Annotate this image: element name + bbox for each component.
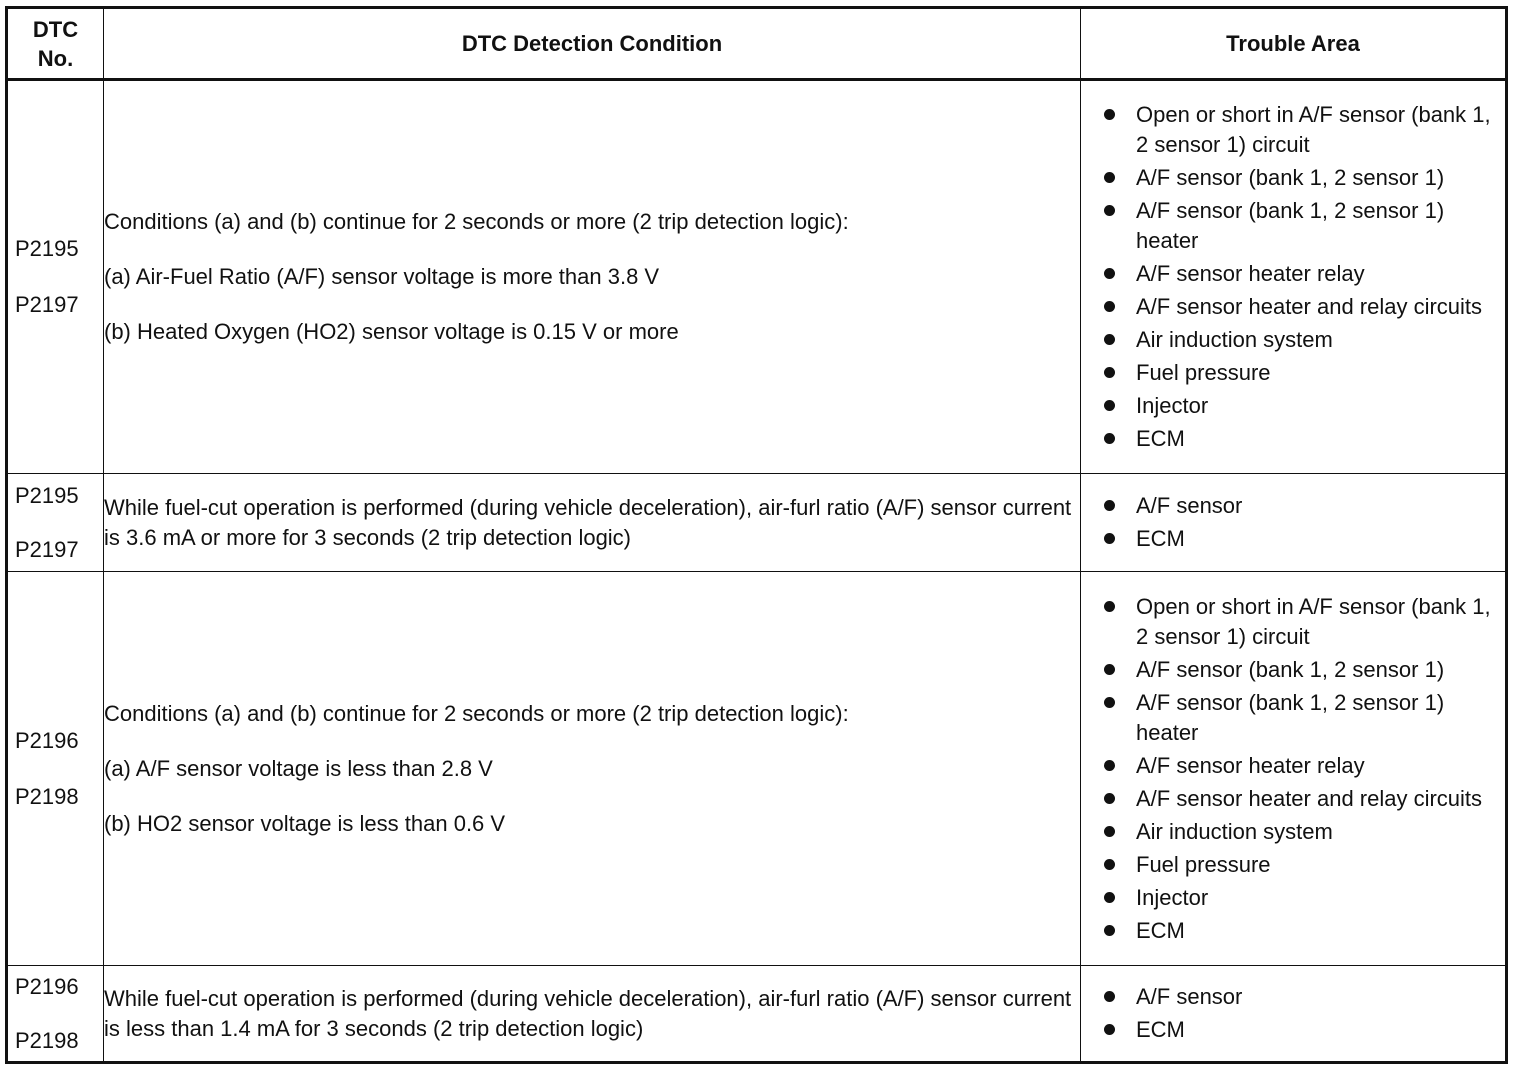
bullet-icon	[1104, 826, 1115, 837]
trouble-area-text: Air induction system	[1136, 327, 1333, 352]
header-trouble-area: Trouble Area	[1081, 8, 1507, 80]
list-item	[1104, 817, 1505, 847]
header-row	[7, 8, 1507, 80]
table-row	[7, 572, 1507, 966]
dtc-code: P2197	[15, 292, 79, 317]
header-dtc-no	[7, 8, 104, 80]
bullet-icon	[1104, 268, 1115, 279]
dtc-code: P2195	[15, 236, 79, 261]
bullet-icon	[1104, 533, 1115, 544]
list-item	[1104, 982, 1505, 1012]
bullet-icon	[1104, 172, 1115, 183]
bullet-icon	[1104, 433, 1115, 444]
header-condition: DTC Detection Condition	[104, 8, 1081, 80]
list-item	[1104, 655, 1505, 685]
trouble-area-text: ECM	[1136, 1017, 1185, 1042]
condition-text: (b) Heated Oxygen (HO2) sensor voltage is 0.15 V or more	[104, 319, 679, 344]
list-item	[1104, 491, 1505, 521]
trouble-area-text: Open or short in A/F sensor (bank 1, 2 sensor 1) circuit	[1136, 102, 1491, 157]
dtc-code: P2196	[15, 727, 79, 753]
trouble-area-text: A/F sensor heater and relay circuits	[1136, 294, 1483, 319]
list-item	[1104, 1015, 1505, 1045]
trouble-area-text: ECM	[1136, 426, 1185, 451]
detection-condition-cell	[104, 474, 1081, 572]
detection-condition-cell	[104, 966, 1081, 1063]
condition-text: (a) A/F sensor voltage is less than 2.8 V	[104, 755, 493, 781]
bullet-icon	[1104, 859, 1115, 870]
dtc-code-cell	[7, 474, 104, 572]
list-item	[1104, 850, 1505, 880]
trouble-area-text: A/F sensor	[1136, 493, 1243, 518]
dtc-code-cell	[7, 572, 104, 966]
trouble-area-text: Open or short in A/F sensor (bank 1, 2 sensor 1) circuit	[1136, 593, 1491, 649]
dtc-code: P2198	[15, 1027, 79, 1053]
list-item	[1104, 259, 1505, 289]
trouble-area-text: A/F sensor (bank 1, 2 sensor 1) heater	[1136, 198, 1445, 253]
dtc-code: P2195	[15, 482, 79, 508]
trouble-area-text: A/F sensor	[1136, 984, 1243, 1009]
list-item	[1104, 883, 1505, 913]
trouble-area-text: Injector	[1136, 884, 1209, 910]
trouble-area-text: ECM	[1136, 917, 1185, 943]
detection-condition-cell	[104, 572, 1081, 966]
trouble-area-list	[1081, 592, 1505, 946]
trouble-area-text: Air induction system	[1136, 818, 1333, 844]
detection-condition-cell	[104, 80, 1081, 474]
bullet-icon	[1104, 925, 1115, 936]
table-row	[7, 966, 1507, 1063]
list-item	[1104, 196, 1505, 256]
bullet-icon	[1104, 1024, 1115, 1035]
trouble-area-text: A/F sensor heater relay	[1136, 261, 1365, 286]
condition-text: Conditions (a) and (b) continue for 2 seconds or more (2 trip detection logic):	[104, 700, 849, 726]
list-item	[1104, 358, 1505, 388]
condition-text: (b) HO2 sensor voltage is less than 0.6 V	[104, 810, 506, 836]
header-dtc-no-label: DTC No.	[32, 16, 79, 71]
list-item	[1104, 688, 1505, 748]
trouble-area-text: A/F sensor heater and relay circuits	[1136, 785, 1483, 811]
bullet-icon	[1104, 664, 1115, 675]
dtc-code: P2197	[15, 536, 79, 562]
trouble-area-text: A/F sensor (bank 1, 2 sensor 1)	[1136, 656, 1445, 682]
bullet-icon	[1104, 892, 1115, 903]
condition-text: (a) Air-Fuel Ratio (A/F) sensor voltage is more than 3.8 V	[104, 264, 660, 289]
bullet-icon	[1104, 205, 1115, 216]
condition-text: Conditions (a) and (b) continue for 2 seconds or more (2 trip detection logic):	[104, 209, 849, 234]
bullet-icon	[1104, 760, 1115, 771]
trouble-area-text: ECM	[1136, 526, 1185, 551]
trouble-area-list	[1081, 100, 1505, 454]
dtc-code: P2196	[15, 973, 79, 999]
list-item	[1104, 751, 1505, 781]
trouble-area-text: Injector	[1136, 393, 1209, 418]
list-item	[1104, 100, 1505, 160]
trouble-area-cell	[1081, 80, 1507, 474]
bullet-icon	[1104, 400, 1115, 411]
list-item	[1104, 292, 1505, 322]
bullet-icon	[1104, 697, 1115, 708]
trouble-area-text: A/F sensor heater relay	[1136, 752, 1365, 778]
trouble-area-text: A/F sensor (bank 1, 2 sensor 1) heater	[1136, 689, 1445, 745]
bullet-icon	[1104, 793, 1115, 804]
list-item	[1104, 592, 1505, 652]
condition-text: While fuel-cut operation is performed (during vehicle deceleration), air-furl ratio (A/F) sensor current is less than 1.4 mA for 3 seconds (2 trip detection logic)	[104, 985, 1072, 1041]
bullet-icon	[1104, 109, 1115, 120]
table-row	[7, 80, 1507, 474]
dtc-code-cell	[7, 966, 104, 1063]
bullet-icon	[1104, 301, 1115, 312]
list-item	[1104, 524, 1505, 554]
list-item	[1104, 325, 1505, 355]
list-item	[1104, 916, 1505, 946]
table-row	[7, 474, 1507, 572]
condition-text: While fuel-cut operation is performed (during vehicle deceleration), air-furl ratio (A/F) sensor current is 3.6 mA or more for 3 seconds (2 trip detection logic)	[104, 494, 1072, 550]
bullet-icon	[1104, 601, 1115, 612]
trouble-area-text: Fuel pressure	[1136, 851, 1271, 877]
dtc-code: P2198	[15, 783, 79, 809]
bullet-icon	[1104, 991, 1115, 1002]
bullet-icon	[1104, 367, 1115, 378]
trouble-area-cell	[1081, 474, 1507, 572]
trouble-area-list	[1081, 491, 1505, 554]
trouble-area-text: Fuel pressure	[1136, 360, 1271, 385]
bullet-icon	[1104, 500, 1115, 511]
bullet-icon	[1104, 334, 1115, 345]
list-item	[1104, 391, 1505, 421]
trouble-area-cell	[1081, 966, 1507, 1063]
dtc-table	[5, 6, 1508, 1064]
trouble-area-cell	[1081, 572, 1507, 966]
trouble-area-text: A/F sensor (bank 1, 2 sensor 1)	[1136, 165, 1445, 190]
list-item	[1104, 163, 1505, 193]
dtc-code-cell	[7, 80, 104, 474]
list-item	[1104, 424, 1505, 454]
list-item	[1104, 784, 1505, 814]
trouble-area-list	[1081, 982, 1505, 1045]
